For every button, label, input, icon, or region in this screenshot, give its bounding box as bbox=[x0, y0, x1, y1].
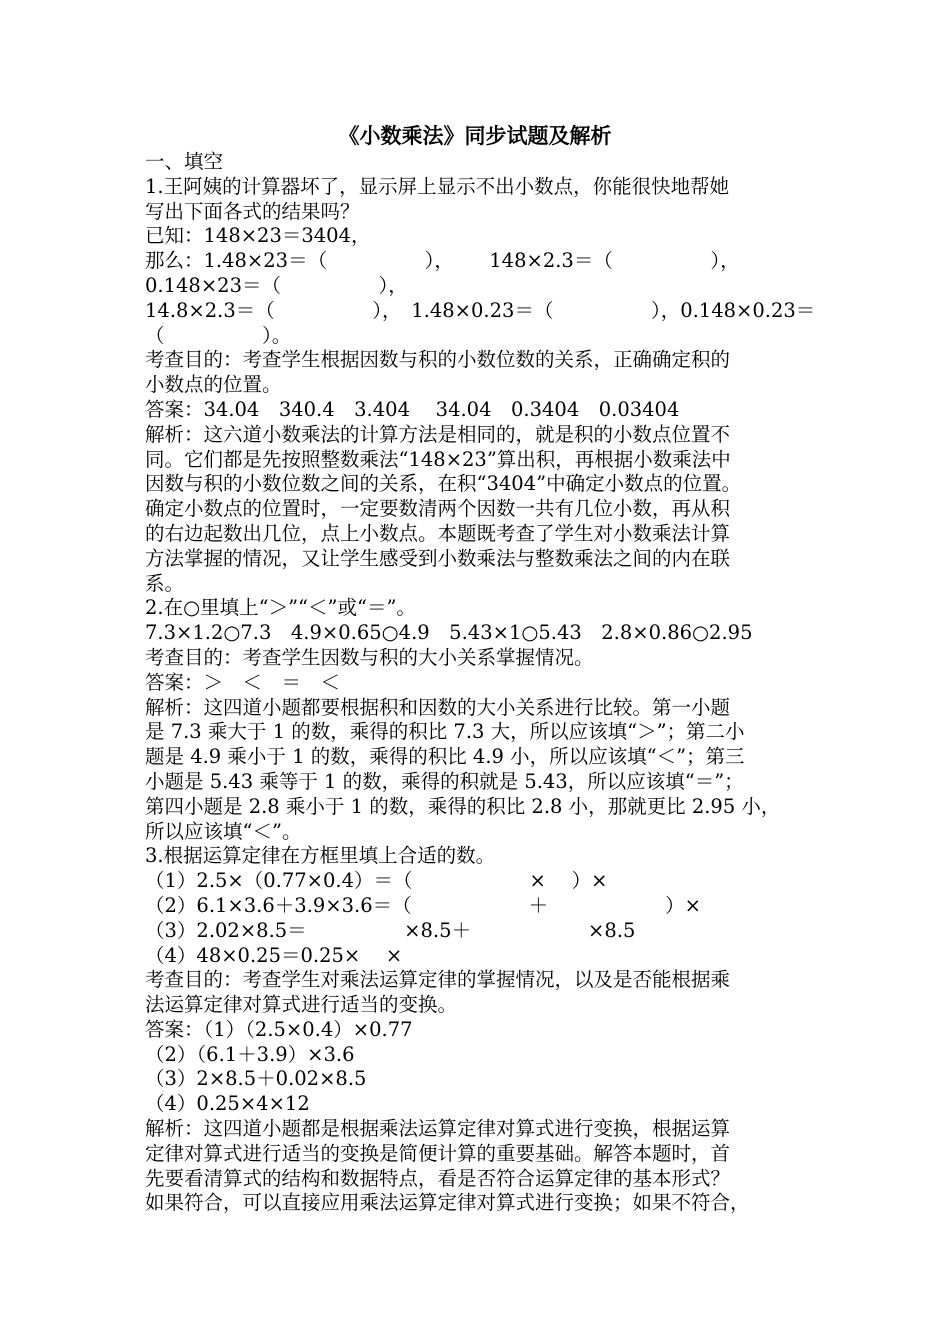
text-line: 考查目的：考查学生因数与积的大小关系掌握情况。 bbox=[145, 645, 594, 669]
document-body bbox=[145, 150, 825, 1216]
text-line: （2）（6.1＋3.9）×3.6 bbox=[145, 1042, 355, 1066]
text-line: （3）2.02×8.5＝ ×8.5＋ ×8.5 bbox=[145, 918, 636, 942]
text-line: （4）0.25×4×12 bbox=[145, 1092, 310, 1116]
text-line: 小题是 5.43 乘等于 1 的数，乘得的积就是 5.43，所以应该填“＝”； bbox=[145, 769, 744, 793]
text-line: 所以应该填“＜”。 bbox=[145, 819, 302, 843]
text-line: 系。 bbox=[145, 571, 185, 595]
text-line: 小数点的位置。 bbox=[145, 373, 282, 397]
text-line: 第四小题是 2.8 乘小于 1 的数，乘得的积比 2.8 小，那就更比 2.95 小， bbox=[145, 794, 781, 818]
text-line: （1）2.5×（0.77×0.4）＝（ × ）× bbox=[145, 869, 608, 893]
text-line: 的右边起数出几位，点上小数点。本题既考查了学生对小数乘法计算 bbox=[145, 521, 731, 545]
document-title: 《小数乘法》同步试题及解析 bbox=[338, 123, 612, 148]
text-line: 方法掌握的情况，又让学生感受到小数乘法与整数乘法之间的内在联 bbox=[145, 546, 731, 570]
text-line: 解析：这四道小题都是根据乘法运算定律对算式进行变换，根据运算 bbox=[145, 1117, 731, 1141]
text-line: 定律对算式进行适当的变换是简便计算的重要基础。解答本题时，首 bbox=[145, 1141, 731, 1165]
text-line: 考查目的：考查学生对乘法运算定律的掌握情况，以及是否能根据乘 bbox=[145, 968, 731, 992]
text-line: 写出下面各式的结果吗？ bbox=[145, 199, 360, 223]
text-line: 如果符合，可以直接应用乘法运算定律对算式进行变换；如果不符合， bbox=[145, 1191, 750, 1215]
text-line: （2）6.1×3.6＋3.9×3.6＝（ ＋ ）× bbox=[145, 893, 701, 917]
text-line: 答案：＞ ＜ ＝ ＜ bbox=[145, 670, 341, 694]
text-line: 是 7.3 乘大于 1 的数，乘得的积比 7.3 大，所以应该填“＞”；第二小 bbox=[145, 720, 745, 744]
text-line: 2.在○里填上“＞”“＜”或“＝”。 bbox=[145, 596, 416, 620]
text-line: 14.8×2.3＝（ ）， 1.48×0.23＝（ ），0.148×0.23＝ bbox=[145, 298, 816, 322]
text-line: （4）48×0.25＝0.25× × bbox=[145, 943, 403, 967]
text-line: 已知：148×23＝3404， bbox=[145, 224, 371, 248]
text-line: 题是 4.9 乘小于 1 的数，乘得的积比 4.9 小，所以应该填“＜”；第三 bbox=[145, 745, 745, 769]
text-line: 先要看清算式的结构和数据特点，看是否符合运算定律的基本形式？ bbox=[145, 1166, 731, 1190]
text-line: 因数与积的小数位数之间的关系，在积“3404”中确定小数点的位置。 bbox=[145, 472, 742, 496]
text-line: 解析：这四道小题都要根据积和因数的大小关系进行比较。第一小题 bbox=[145, 695, 731, 719]
text-line: 0.148×23＝（ ）， bbox=[145, 273, 408, 297]
text-line: 同。它们都是先按照整数乘法“148×23”算出积，再根据小数乘法中 bbox=[145, 447, 731, 471]
text-line: 解析：这六道小数乘法的计算方法是相同的，就是积的小数点位置不 bbox=[145, 422, 731, 446]
text-line: 答案：34.04 340.4 3.404 34.04 0.3404 0.03404 bbox=[145, 397, 680, 421]
text-line: 那么：1.48×23＝（ ）， 148×2.3＝（ ）， bbox=[145, 249, 740, 273]
text-line: （3）2×8.5＋0.02×8.5 bbox=[145, 1067, 367, 1091]
text-line: 法运算定律对算式进行适当的变换。 bbox=[145, 993, 458, 1017]
text-line: 3.根据运算定律在方框里填上合适的数。 bbox=[145, 844, 496, 868]
text-line: 7.3×1.2○7.3 4.9×0.65○4.9 5.43×1○5.43 2.8×0.86○2.95 bbox=[145, 621, 753, 645]
text-line: 一、填空 bbox=[145, 150, 224, 173]
text-line: 1.王阿姨的计算器坏了，显示屏上显示不出小数点，你能很快地帮她 bbox=[145, 174, 730, 198]
text-line: 确定小数点的位置时，一定要数清两个因数一共有几位小数，再从积 bbox=[145, 497, 731, 521]
text-line: 考查目的：考查学生根据因数与积的小数位数的关系，正确确定积的 bbox=[145, 348, 731, 372]
text-line: 答案：（1）（2.5×0.4）×0.77 bbox=[145, 1017, 413, 1041]
text-line: （ ）。 bbox=[145, 323, 292, 347]
